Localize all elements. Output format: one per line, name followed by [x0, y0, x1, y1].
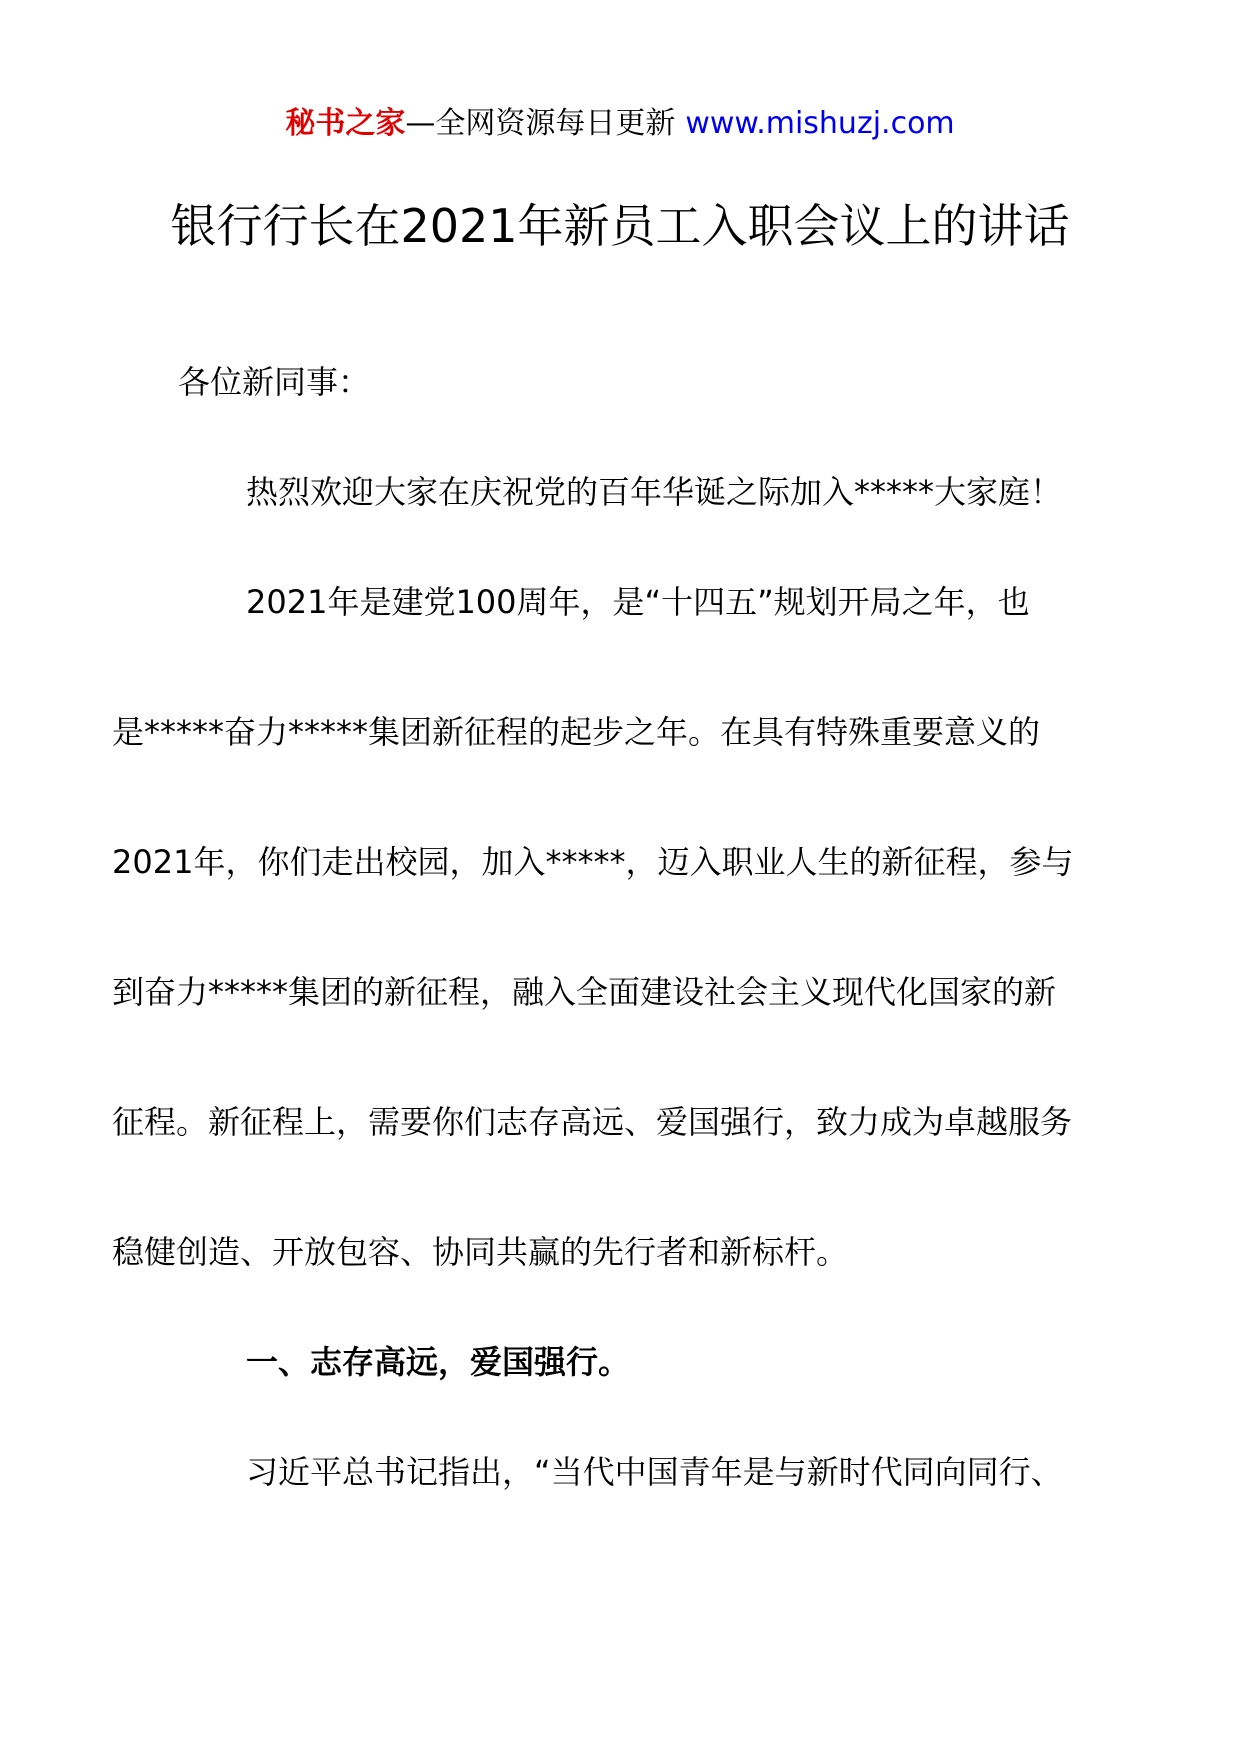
header-slogan: —全网资源每日更新: [405, 106, 676, 141]
document-title: 银行行长在2021年新员工入职会议上的讲话: [170, 199, 1070, 253]
salutation: 各位新同事：: [178, 363, 371, 401]
section-heading: 一、志存高远，爱国强行。: [246, 1343, 631, 1381]
site-url: www.mishuzj.com: [685, 106, 955, 141]
paragraph-line: 2021年，你们走出校园，加入*****，迈入职业人生的新征程，参与: [112, 843, 1074, 881]
paragraph-line: 到奋力*****集团的新征程，融入全面建设社会主义现代化国家的新: [112, 973, 1057, 1011]
paragraph-line: 习近平总书记指出，“当代中国青年是与新时代同向同行、: [246, 1453, 1063, 1491]
paragraph-line: 征程。新征程上，需要你们志存高远、爱国强行，致力成为卓越服务: [112, 1103, 1073, 1141]
paragraph-line: 热烈欢迎大家在庆祝党的百年华诞之际加入*****大家庭！: [246, 473, 1063, 511]
brand-name: 秘书之家: [285, 106, 406, 141]
site-header: [0, 101, 1240, 147]
paragraph-line: 稳健创造、开放包容、协同共赢的先行者和新标杆。: [112, 1233, 849, 1271]
paragraph-line: 是*****奋力*****集团新征程的起步之年。在具有特殊重要意义的: [112, 713, 1041, 751]
paragraph-line: 2021年是建党100周年，是“十四五”规划开局之年，也: [246, 583, 1030, 621]
